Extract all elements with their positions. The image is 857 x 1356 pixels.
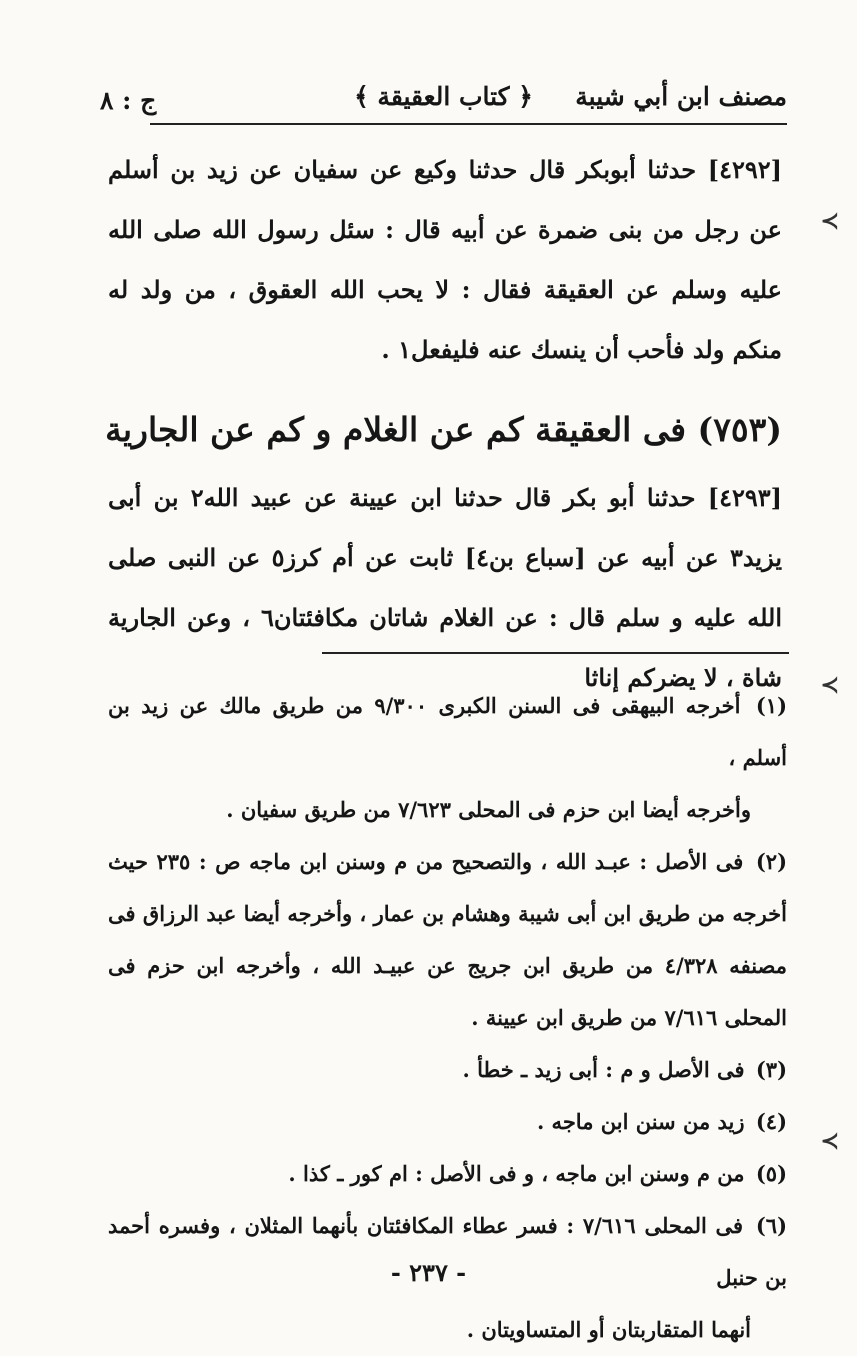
header-rule [150, 123, 787, 125]
footnote-2 [108, 836, 787, 1044]
running-header [100, 78, 787, 122]
hadith-4293: [٤٢٩٣] حدثنا أبو بكر قال حدثنا ابن عيينة عن عبيد الله٢ بن أبى يزيد٣ عن أبيه عن [سباع بن٤] ثابت عن أم كرز٥ عن النبى صلى الله عليه و سلم قال : عن الغلام شاتان مكافئتان٦ ، وعن الجارية شاة ، لا يضركم إناثا [108, 483, 783, 692]
work-title: مصنف ابن أبي شيبة [575, 82, 787, 111]
footnote-number: (٥) [755, 1161, 787, 1186]
footnote-3 [108, 1044, 787, 1096]
page-number: - ٢٣٧ - [390, 1258, 467, 1287]
margin-mark-icon: ≻ [820, 208, 839, 234]
hadith-4292: [٤٢٩٢] حدثنا أبوبكر قال حدثنا وكيع عن سفيان عن زيد بن أسلم عن رجل من بنى ضمرة عن أبيه قال : سئل رسول الله صلى الله عليه وسلم عن العقيقة فقال : لا يحب الله العقوق ، من ولد له منكم ولد فأحب أن ينسك عنه فليفعل١ . [108, 155, 782, 364]
footnote-number: (٤) [755, 1109, 787, 1134]
chapter-heading: (٧٥٣) فى العقيقة كم عن الغلام و كم عن الجارية [105, 410, 782, 449]
footnote-1 [108, 680, 787, 836]
footnote-continuation: وأخرجه أيضا ابن حزم فى المحلى ٧/٦٢٣ من طريق سفيان . [226, 797, 751, 822]
margin-mark-icon: ≻ [820, 1128, 839, 1154]
footnote-text: من م وسنن ابن ماجه ، و فى الأصل : ام كور ـ كذا . [288, 1161, 745, 1186]
footnote-number: (١) [755, 693, 787, 718]
footnote-rule [322, 652, 789, 654]
footnote-number: (٣) [755, 1057, 787, 1082]
footnote-text: فى الأصل : عبـد الله ، والتصحيح من م وسنن ابن ماجه ص : ٢٣٥ حيث أخرجه من طريق ابن أبى شيبة وهشام بن عمار ، وأخرجه أيضا عبد الرزاق فى مصنفه ٤/٣٢٨ من طريق ابن جريج عن عبيـد الله ، وأخرجه ابن حزم فى المحلى ٧/٦١٦ من طريق ابن عيينة . [108, 849, 787, 1030]
footnote-4 [108, 1096, 787, 1148]
footnote-text: أخرجه البيهقى فى السنن الكبرى ٩/٣٠٠ من طريق مالك عن زيد بن أسلم ، [108, 693, 787, 770]
footnote-5 [108, 1148, 787, 1200]
book-title: ﴿ كتاب العقيقة ﴾ [354, 82, 533, 111]
footnote-number: (٦) [755, 1213, 788, 1238]
main-text [105, 140, 783, 708]
footnote-number: (٢) [755, 849, 788, 874]
footnotes [108, 680, 787, 1356]
volume-label: ج : ٨ [100, 86, 157, 115]
margin-mark-icon: ≻ [820, 672, 839, 698]
footnote-text: زيد من سنن ابن ماجه . [536, 1109, 745, 1134]
footnote-continuation: أنهما المتقاربتان أو المتساويتان . [466, 1317, 751, 1342]
footnote-text: فى المحلى ٧/٦١٦ : فسر عطاء المكافئتان بأنهما المثلان ، وفسره أحمد بن حنبل [108, 1213, 787, 1290]
footnote-text: فى الأصل و م : أبى زيد ـ خطأ . [462, 1057, 745, 1082]
